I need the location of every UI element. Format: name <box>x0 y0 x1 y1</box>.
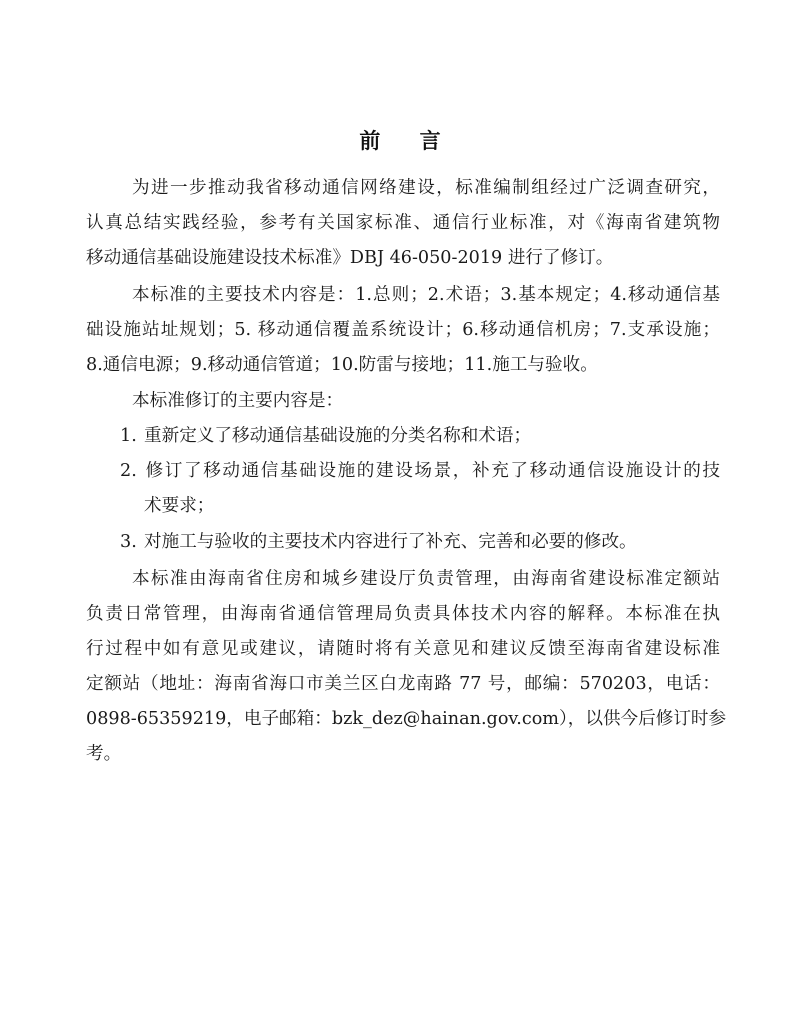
revision-intro-line: 本标准修订的主要内容是： <box>132 391 344 411</box>
main-content-line-2: 础设施站址规划；5. 移动通信覆盖系统设计；6.移动通信机房；7.支承设施； <box>86 320 720 340</box>
management-line-5: 0898-65359219，电子邮箱：bzk_dez@hainan.gov.com），以供今后修订时参 <box>86 709 727 729</box>
intro-line-1: 为进一步推动我省移动通信网络建设，标准编制组经过广泛调查研究， <box>132 178 720 198</box>
list-text: 修订了移动通信基础设施的建设场景，补充了移动通信设施设计的技 <box>144 461 720 481</box>
page-title: 前 言 <box>359 129 457 153</box>
intro-line-2: 认真总结实践经验，参考有关国家标准、通信行业标准，对《海南省建筑物 <box>86 213 720 233</box>
list-number: 1. <box>120 426 137 446</box>
list-number: 2. <box>120 461 137 481</box>
list-text: 对施工与验收的主要技术内容进行了补充、完善和必要的修改。 <box>144 532 637 552</box>
list-text: 重新定义了移动通信基础设施的分类名称和术语； <box>144 426 532 446</box>
main-content-line-1: 本标准的主要技术内容是：1.总则；2.术语；3.基本规定；4.移动通信基 <box>132 285 720 305</box>
management-line-2: 负责日常管理，由海南省通信管理局负责具体技术内容的解释。本标准在执 <box>86 604 720 624</box>
management-line-1: 本标准由海南省住房和城乡建设厅负责管理，由海南省建设标准定额站 <box>132 569 720 589</box>
management-line-4: 定额站（地址：海南省海口市美兰区白龙南路 77 号，邮编：570203，电话： <box>86 674 720 694</box>
management-line-6: 考。 <box>86 744 122 764</box>
main-content-line-3: 8.通信电源；9.移动通信管道；10.防雷与接地；11.施工与验收。 <box>86 355 598 375</box>
revision-list-item-3 <box>120 530 637 554</box>
revision-list-item-2 <box>120 459 720 483</box>
intro-line-3: 移动通信基础设施建设技术标准》DBJ 46-050-2019 进行了修订。 <box>86 248 614 268</box>
list-number: 3. <box>120 532 137 552</box>
revision-list-item-1 <box>120 424 531 448</box>
revision-list-item-2-continued: 术要求； <box>144 496 215 516</box>
management-line-3: 行过程中如有意见或建议，请随时将有关意见和建议反馈至海南省建设标准 <box>86 639 720 659</box>
